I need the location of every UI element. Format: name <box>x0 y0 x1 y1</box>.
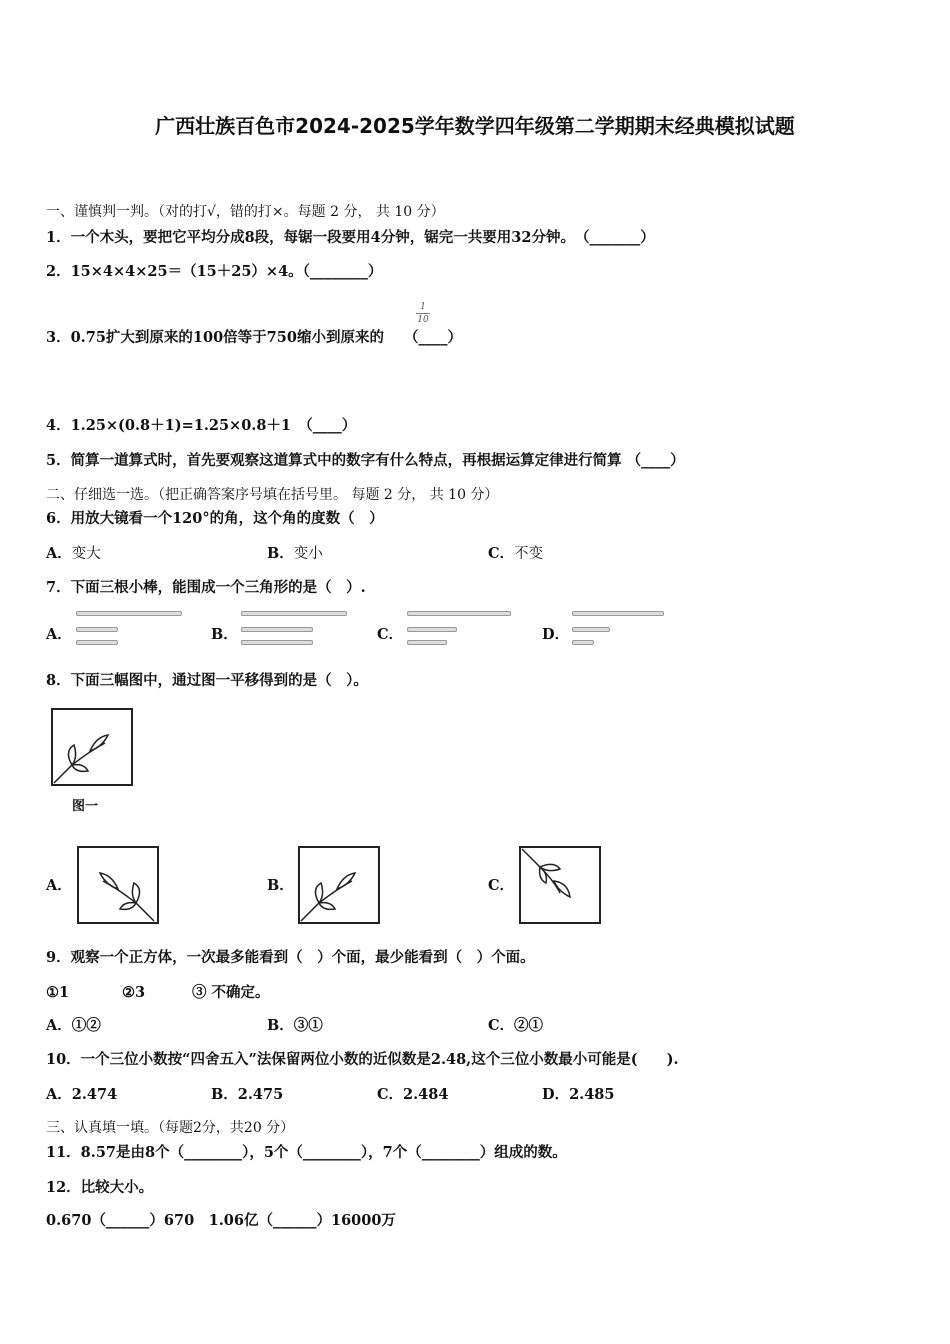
stick-c-3 <box>407 640 447 645</box>
q8-option-b: B． <box>267 877 294 894</box>
q6-option-c: C．不变 <box>488 545 544 562</box>
question-1: 1．一个木头，要把它平均分成8段，每锯一段要用4分钟，锯完一共要用32分钟。 （_______） <box>46 229 655 246</box>
question-3-text: 3．0.75扩大到原来的100倍等于750缩小到原来的 <box>46 329 384 346</box>
question-9: 9．观察一个正方体，一次最多能看到（ ）个面，最少能看到（ ）个面。 <box>46 949 535 966</box>
question-7: 7．下面三根小棒，能围成一个三角形的是（ ）. <box>46 579 366 596</box>
q10-option-d: D．2.485 <box>542 1086 615 1103</box>
q9-option-c: C．②① <box>488 1017 544 1034</box>
question-12: 12．比较大小。 <box>46 1179 154 1196</box>
q6-option-b: B．变小 <box>267 545 323 562</box>
question-4: 4．1.25×(0.8＋1)=1.25×0.8＋1 （____） <box>46 417 357 434</box>
q10-option-b: B．2.475 <box>211 1086 284 1103</box>
section-heading-1: 一、谨慎判一判。（对的打√，错的打×。每题 2 分， 共 10 分） <box>46 204 445 220</box>
question-2: 2．15×4×4×25＝（15＋25）×4。（________） <box>46 263 383 280</box>
page-title: 广西壮族百色市2024-2025学年数学四年级第二学期期末经典模拟试题 <box>155 114 795 138</box>
stick-a-2 <box>76 627 118 632</box>
question-12-line: 0.670（______）670 1.06亿（______）16000万 <box>46 1212 396 1229</box>
q10-option-c: C．2.484 <box>377 1086 449 1103</box>
figure-one-branch <box>50 707 134 787</box>
section-heading-2: 二、仔细选一选。（把正确答案序号填在括号里。 每题 2 分， 共 10 分） <box>46 487 499 503</box>
stick-c-2 <box>407 627 457 632</box>
stick-b-1 <box>241 611 347 616</box>
q7-option-b: B． <box>211 626 238 643</box>
q9-choice-2: ②3 <box>122 984 146 1001</box>
q6-option-a: A．变大 <box>46 545 101 562</box>
q8-option-c: C． <box>488 877 515 894</box>
stick-d-2 <box>572 627 610 632</box>
fraction-denominator: 10 <box>417 315 429 325</box>
stick-a-1 <box>76 611 182 616</box>
fraction-one-tenth <box>416 302 430 325</box>
q9-choice-1: ①1 <box>46 984 70 1001</box>
q8-figure-a <box>76 845 160 925</box>
question-3-blank: （____） <box>403 329 462 346</box>
question-5: 5．简算一道算式时，首先要观察这道算式中的数字有什么特点，再根据运算定律进行简算 （____） <box>46 452 685 469</box>
q7-option-d: D． <box>542 626 570 643</box>
q8-figure-c <box>518 845 602 925</box>
question-10: 10．一个三位小数按“四舍五入”法保留两位小数的近似数是2.48,这个三位小数最小可能是( ). <box>46 1051 679 1068</box>
q8-option-a: A． <box>46 877 72 894</box>
q8-figure-b <box>297 845 381 925</box>
stick-a-3 <box>76 640 118 645</box>
stick-b-3 <box>241 640 313 645</box>
stick-b-2 <box>241 627 313 632</box>
figure-one-label: 图一 <box>72 799 99 814</box>
question-6: 6．用放大镜看一个120°的角，这个角的度数（ ） <box>46 510 384 527</box>
q10-option-a: A．2.474 <box>46 1086 118 1103</box>
section-heading-3: 三、认真填一填。（每题2分，共20 分） <box>46 1120 295 1136</box>
fraction-numerator: 1 <box>420 302 426 312</box>
question-11: 11．8.57是由8个（________），5个（________），7个（________）组成的数。 <box>46 1144 567 1161</box>
stick-d-3 <box>572 640 594 645</box>
stick-d-1 <box>572 611 664 616</box>
question-8: 8．下面三幅图中，通过图一平移得到的是（ ）。 <box>46 672 368 689</box>
question-3 <box>46 328 462 348</box>
q9-option-b: B．③① <box>267 1017 323 1034</box>
q7-option-c: C． <box>377 626 404 643</box>
stick-c-1 <box>407 611 511 616</box>
q7-option-a: A． <box>46 626 72 643</box>
q9-choice-3: ③ 不确定。 <box>192 984 270 1001</box>
q9-option-a: A．①② <box>46 1017 101 1034</box>
